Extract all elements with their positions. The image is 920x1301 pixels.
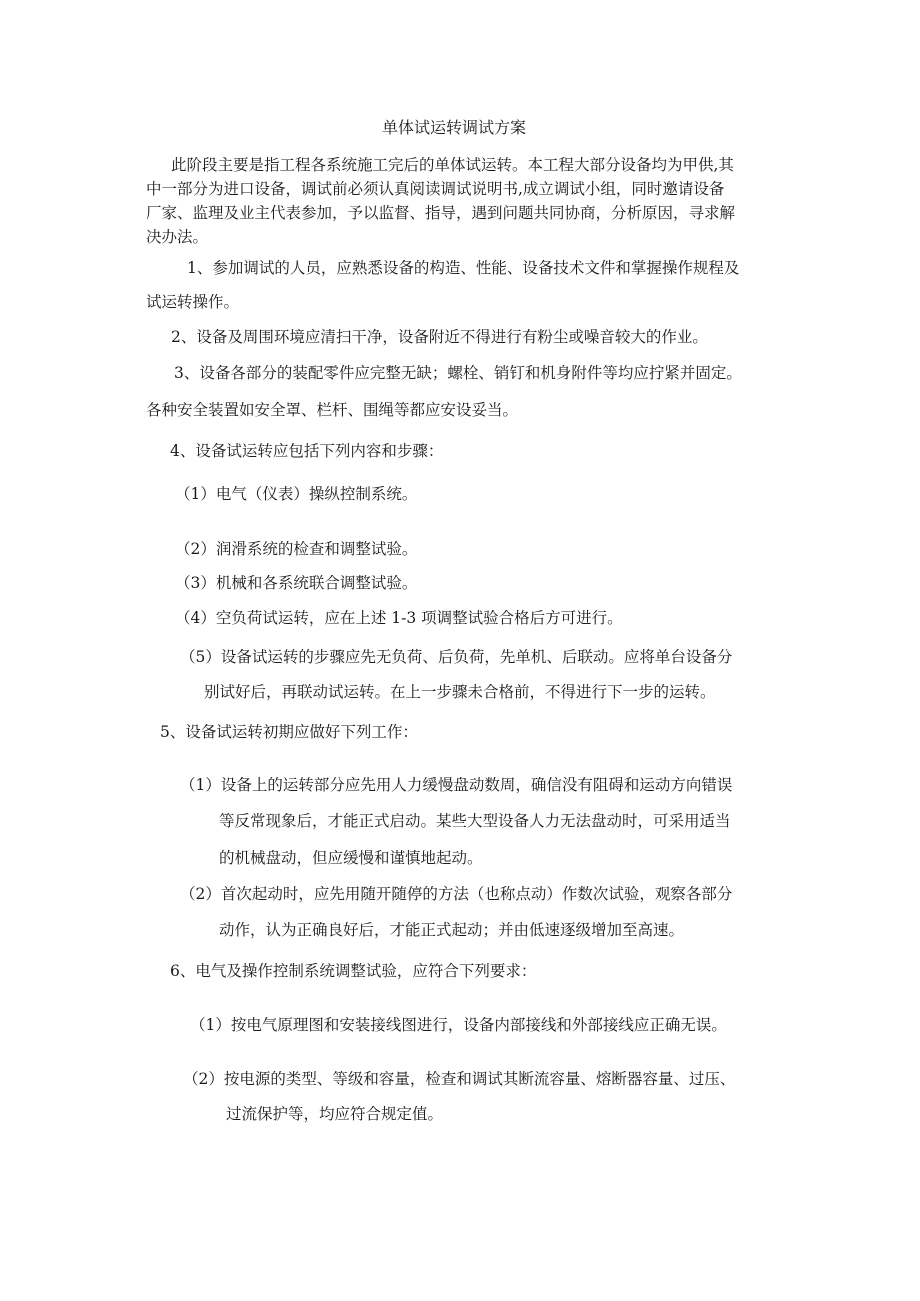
sub-item: 的机械盘动，但应缓慢和谨慎地起动。 (219, 849, 483, 867)
sub-item: 过流保护等，均应符合规定值。 (226, 1105, 444, 1123)
text-line: 中一部分为进口设备，调试前必须认真阅读调试说明书,成立调试小组，同时邀请设备 (146, 180, 725, 198)
text-line: 决办法。 (146, 228, 209, 246)
item-heading: 5、设备试运转初期应做好下列工作： (160, 723, 418, 741)
item-2: 2、设备及周围环境应清扫干净，设备附近不得进行有粉尘或噪音较大的作业。 (171, 328, 708, 346)
text-line: 1、参加调试的人员，应熟悉设备的构造、性能、设备技术文件和掌握操作规程及 (187, 259, 740, 277)
page-title: 单体试运转调试方案 (382, 118, 527, 137)
sub-item: （3）机械和各系统联合调整试验。 (175, 574, 418, 592)
sub-item: 别试好后，再联动试运转。在上一步骤未合格前，不得进行下一步的运转。 (204, 683, 716, 701)
sub-item: （1）设备上的运转部分应先用人力缓慢盘动数周，确信没有阻碍和运动方向错误 (180, 776, 733, 794)
item-heading: 6、电气及操作控制系统调整试验，应符合下列要求： (170, 962, 537, 980)
sub-item: （2）按电源的类型、等级和容量，检查和调试其断流容量、熔断器容量、过压、 (183, 1070, 736, 1088)
sub-item: 动作，认为正确良好后，才能正式起动；并由低速逐级增加至高速。 (219, 921, 685, 939)
text-line: 厂家、监理及业主代表参加，予以监督、指导，遇到问题共同协商，分析原因，寻求解 (146, 204, 736, 222)
text-line: 此阶段主要是指工程各系统施工完后的单体试运转。本工程大部分设备均为甲供,其 (171, 156, 734, 174)
text-line: 3、设备各部分的装配零件应完整无缺；螺栓、销钉和机身附件等均应拧紧并固定。 (174, 364, 742, 382)
text-line: 试运转操作。 (146, 293, 240, 311)
sub-item: （5）设备试运转的步骤应先无负荷、后负荷，先单机、后联动。应将单台设备分 (180, 648, 733, 666)
sub-item: 等反常现象后，才能正式启动。某些大型设备人力无法盘动时，可采用适当 (219, 812, 731, 830)
sub-item: （1）电气（仪表）操纵控制系统。 (175, 485, 418, 503)
sub-item: （2）首次起动时，应先用随开随停的方法（也称点动）作数次试验，观察各部分 (180, 885, 733, 903)
sub-item: （4）空负荷试运转，应在上述 1-3 项调整试验合格后方可进行。 (175, 609, 623, 627)
sub-item: （2）润滑系统的检查和调整试验。 (175, 540, 418, 558)
text-line: 各种安全装置如安全罩、栏杆、围绳等都应安设妥当。 (146, 401, 519, 419)
sub-item: （1）按电气原理图和安装接线图进行，设备内部接线和外部接线应正确无误。 (190, 1016, 727, 1034)
item-heading: 4、设备试运转应包括下列内容和步骤： (170, 442, 444, 460)
